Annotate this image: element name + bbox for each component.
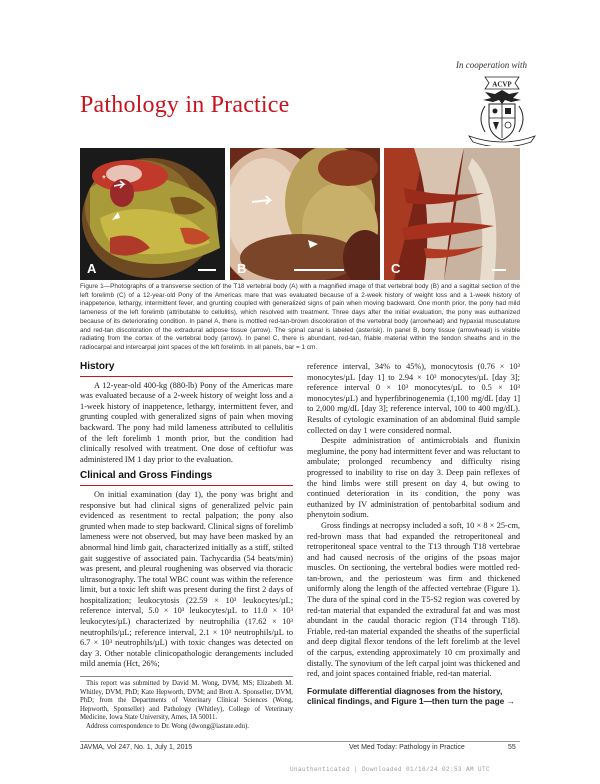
cooperation-text: In cooperation with <box>456 60 527 70</box>
acvp-logo-text: ACVP <box>492 80 512 89</box>
svg-text:*: * <box>102 174 106 185</box>
history-paragraph: A 12-year-old 400-kg (880-lb) Pony of the Americas mare was evaluated because of a 2-week history of weight loss and a 1-week history of inappetence, lethargy, intermittent fever, and grunting coupled with generalized signs of pain when moving backward. The pony had mild lameness attributed to cellulitis of the left forelimb 1 month prior, but the condition had clinically resolved with treatment. One dose of ceftiofur was administered IM 1 day prior to the evaluation. <box>80 380 293 464</box>
clinical-paragraph-continued: reference interval, 34% to 45%), monocytosis (0.76 × 10³ monocytes/µL [day 1] to 2.94 × 10³ monocytes/µL [day 3]; reference interval 0 × 10³ monocytes/µL to 0.5 × 10³ monocytes/µL) and hyperfibrinogenemia (1,100 mg/dL [day 1] to 2,000 mg/dL [day 3]; reference interval, 100 to 400 mg/dL). Results of cytologic examination of an abdominal fluid sample collected on day 1 were considered normal. <box>307 362 520 435</box>
acvp-logo <box>455 74 549 146</box>
panel-label-a: A <box>87 261 97 276</box>
panel-label-b: B <box>237 261 247 276</box>
treatment-paragraph: Despite administration of antimicrobials and flunixin meglumine, the pony had intermittent fever and was reluctant to ambulate; prolonged recumbency and difficulty rising progressed to inability to rise on day 3. Deep pain reflexes of the hind limbs were still present on day 4, but owing to continued deterioration in its condition, the pony was euthanized by IV administration of pentobarbital sodium and phenytoin sodium. <box>307 436 520 520</box>
footer-rule <box>80 741 520 742</box>
author-footnote <box>80 676 293 732</box>
section-name: Vet Med Today: Pathology in Practice <box>349 744 465 751</box>
gross-findings-paragraph: Gross findings at necropsy included a soft, 10 × 8 × 25-cm, red-brown mass that had expanded the retroperitoneal and retroperitoneal space ventral to the T13 through T18 vertebrae and had caused necrosis of the origins of the psoas major muscles. On sectioning, the vertebral bodies were mottled red-tan-brown, and the periosteum was firm and thickened uniformly along the length of the affected vertebrae (Figure 1). The dura of the spinal cord in the T5-S2 region was covered by red-tan material that expanded the extradural fat and was most abundant in the caudal thoracic region (T14 through T18). Friable, red-tan material expanded the sheaths of the superficial and deep digital flexor tendons of the left forelimb at the level of the carpus, extending approximately 10 cm proximally and distally. The synovium of the left carpal joint was thickened and red, and joint spaces contained friable, red-tan material. <box>307 520 520 679</box>
page-number: 55 <box>508 744 516 751</box>
figure-caption: Figure 1—Photographs of a transverse section of the T18 vertebral body (A) with a magnified image of that vertebral body (B) and a sagittal section of the left forelimb (C) of a 12-year-old Pony of the Americas mare that was evaluated because of a 2-week history of weight loss and a 1-week history of inappetence, lethargy, intermittent fever, and grunting coupled with generalized signs of pain when moving backward. One month prior, the pony had mild lameness of the left forelimb (attributable to cellulitis), which resolved with treatment. Three days after the initial evaluation, the pony was euthanized because of its deteriorating condition. In panel A, there is mottled red-tan-brown discoloration of the vertebral body (arrowhead) and hypaxial musculature and red-tan discoloration of the extradural adipose tissue (arrow). The spinal canal is labeled (asterisk). In panel B, bony tissue (arrowhead) is visible radiating from the cortex of the vertebral body (arrow). In panel C, there is abundant, red-tan, friable material within the tendon sheaths and in the radiocarpal and intercarpal joint spaces of the left forelimb. In all panels, bar = 1 cm. <box>80 283 520 351</box>
download-watermark: Unauthenticated | Downloaded 01/16/24 02:53 AM UTC <box>290 766 491 773</box>
footnote-authors: This report was submitted by David M. Wong, DVM, MS; Elizabeth M. Whitley, DVM, PhD; Kate Hepworth, DVM; and Brett A. Sponseller, DVM, PhD; from the Departments of Veterinary Clinical Sciences (Wong, Hepworth, Sponseller) and Pathology (Whitley), College of Veterinary Medicine, Iowa State University, Ames, IA 50011. <box>80 680 293 722</box>
vertebral-body-magnified-photo <box>230 148 380 280</box>
footnote-correspondence: Address correspondence to Dr. Wong (dwong@iastate.edu). <box>86 723 250 730</box>
panel-label-c: C <box>391 261 401 276</box>
scale-bar <box>492 269 506 271</box>
forelimb-sagittal-photo <box>384 148 520 280</box>
scale-bar <box>294 269 344 271</box>
left-column <box>80 362 293 732</box>
clinical-heading: Clinical and Gross Findings <box>80 470 213 482</box>
right-column <box>307 362 520 707</box>
scale-bar <box>198 269 216 271</box>
journal-citation: JAVMA, Vol 247, No. 1, July 1, 2015 <box>80 744 193 751</box>
page-title: Pathology in Practice <box>80 92 290 118</box>
vertebral-section-photo <box>80 148 225 280</box>
history-heading: History <box>80 361 115 372</box>
clinical-paragraph: On initial examination (day 1), the pony was bright and responsive but had clinical signs of generalized pelvic pain evidenced as resentment to rectal palpation; the pony also grunted when made to step backward. Clinical signs of forelimb lameness were not observed, but may have been masked by an abnormal hind limb gait, characterized initially as a stiff, stilted gait suggestive of associated pain. Tachycardia (54 beats/min) was present, and pleural roughening was observed via thoracic ultrasonography. The total WBC count was within the reference limit, but a toxic left shift was present during the first 2 days of hospitalization; leukocytosis (22.59 × 10³ leukocytes/µL; reference interval, 5.0 × 10³ leukocytes/µL to 11.0 × 10³ leukocytes/µL) characterized by neutrophilia (17.62 × 10³ neutrophils/µL; reference interval, 2.1 × 10³ neutrophils/µL to 6.7 × 10³ neutrophils/µL) with toxic changes was detected on day 3. Other notable clinicopathologic derangements included mild anemia (Hct, 26%; <box>80 489 293 669</box>
section-rule <box>80 485 293 486</box>
figure-panel-a <box>80 148 225 280</box>
figure-panel-c <box>384 148 520 280</box>
turn-page-prompt: Formulate differential diagnoses from the history, clinical findings, and Figure 1—then turn the page → <box>307 685 515 707</box>
figure-panel-b <box>230 148 380 280</box>
section-rule <box>80 376 293 377</box>
